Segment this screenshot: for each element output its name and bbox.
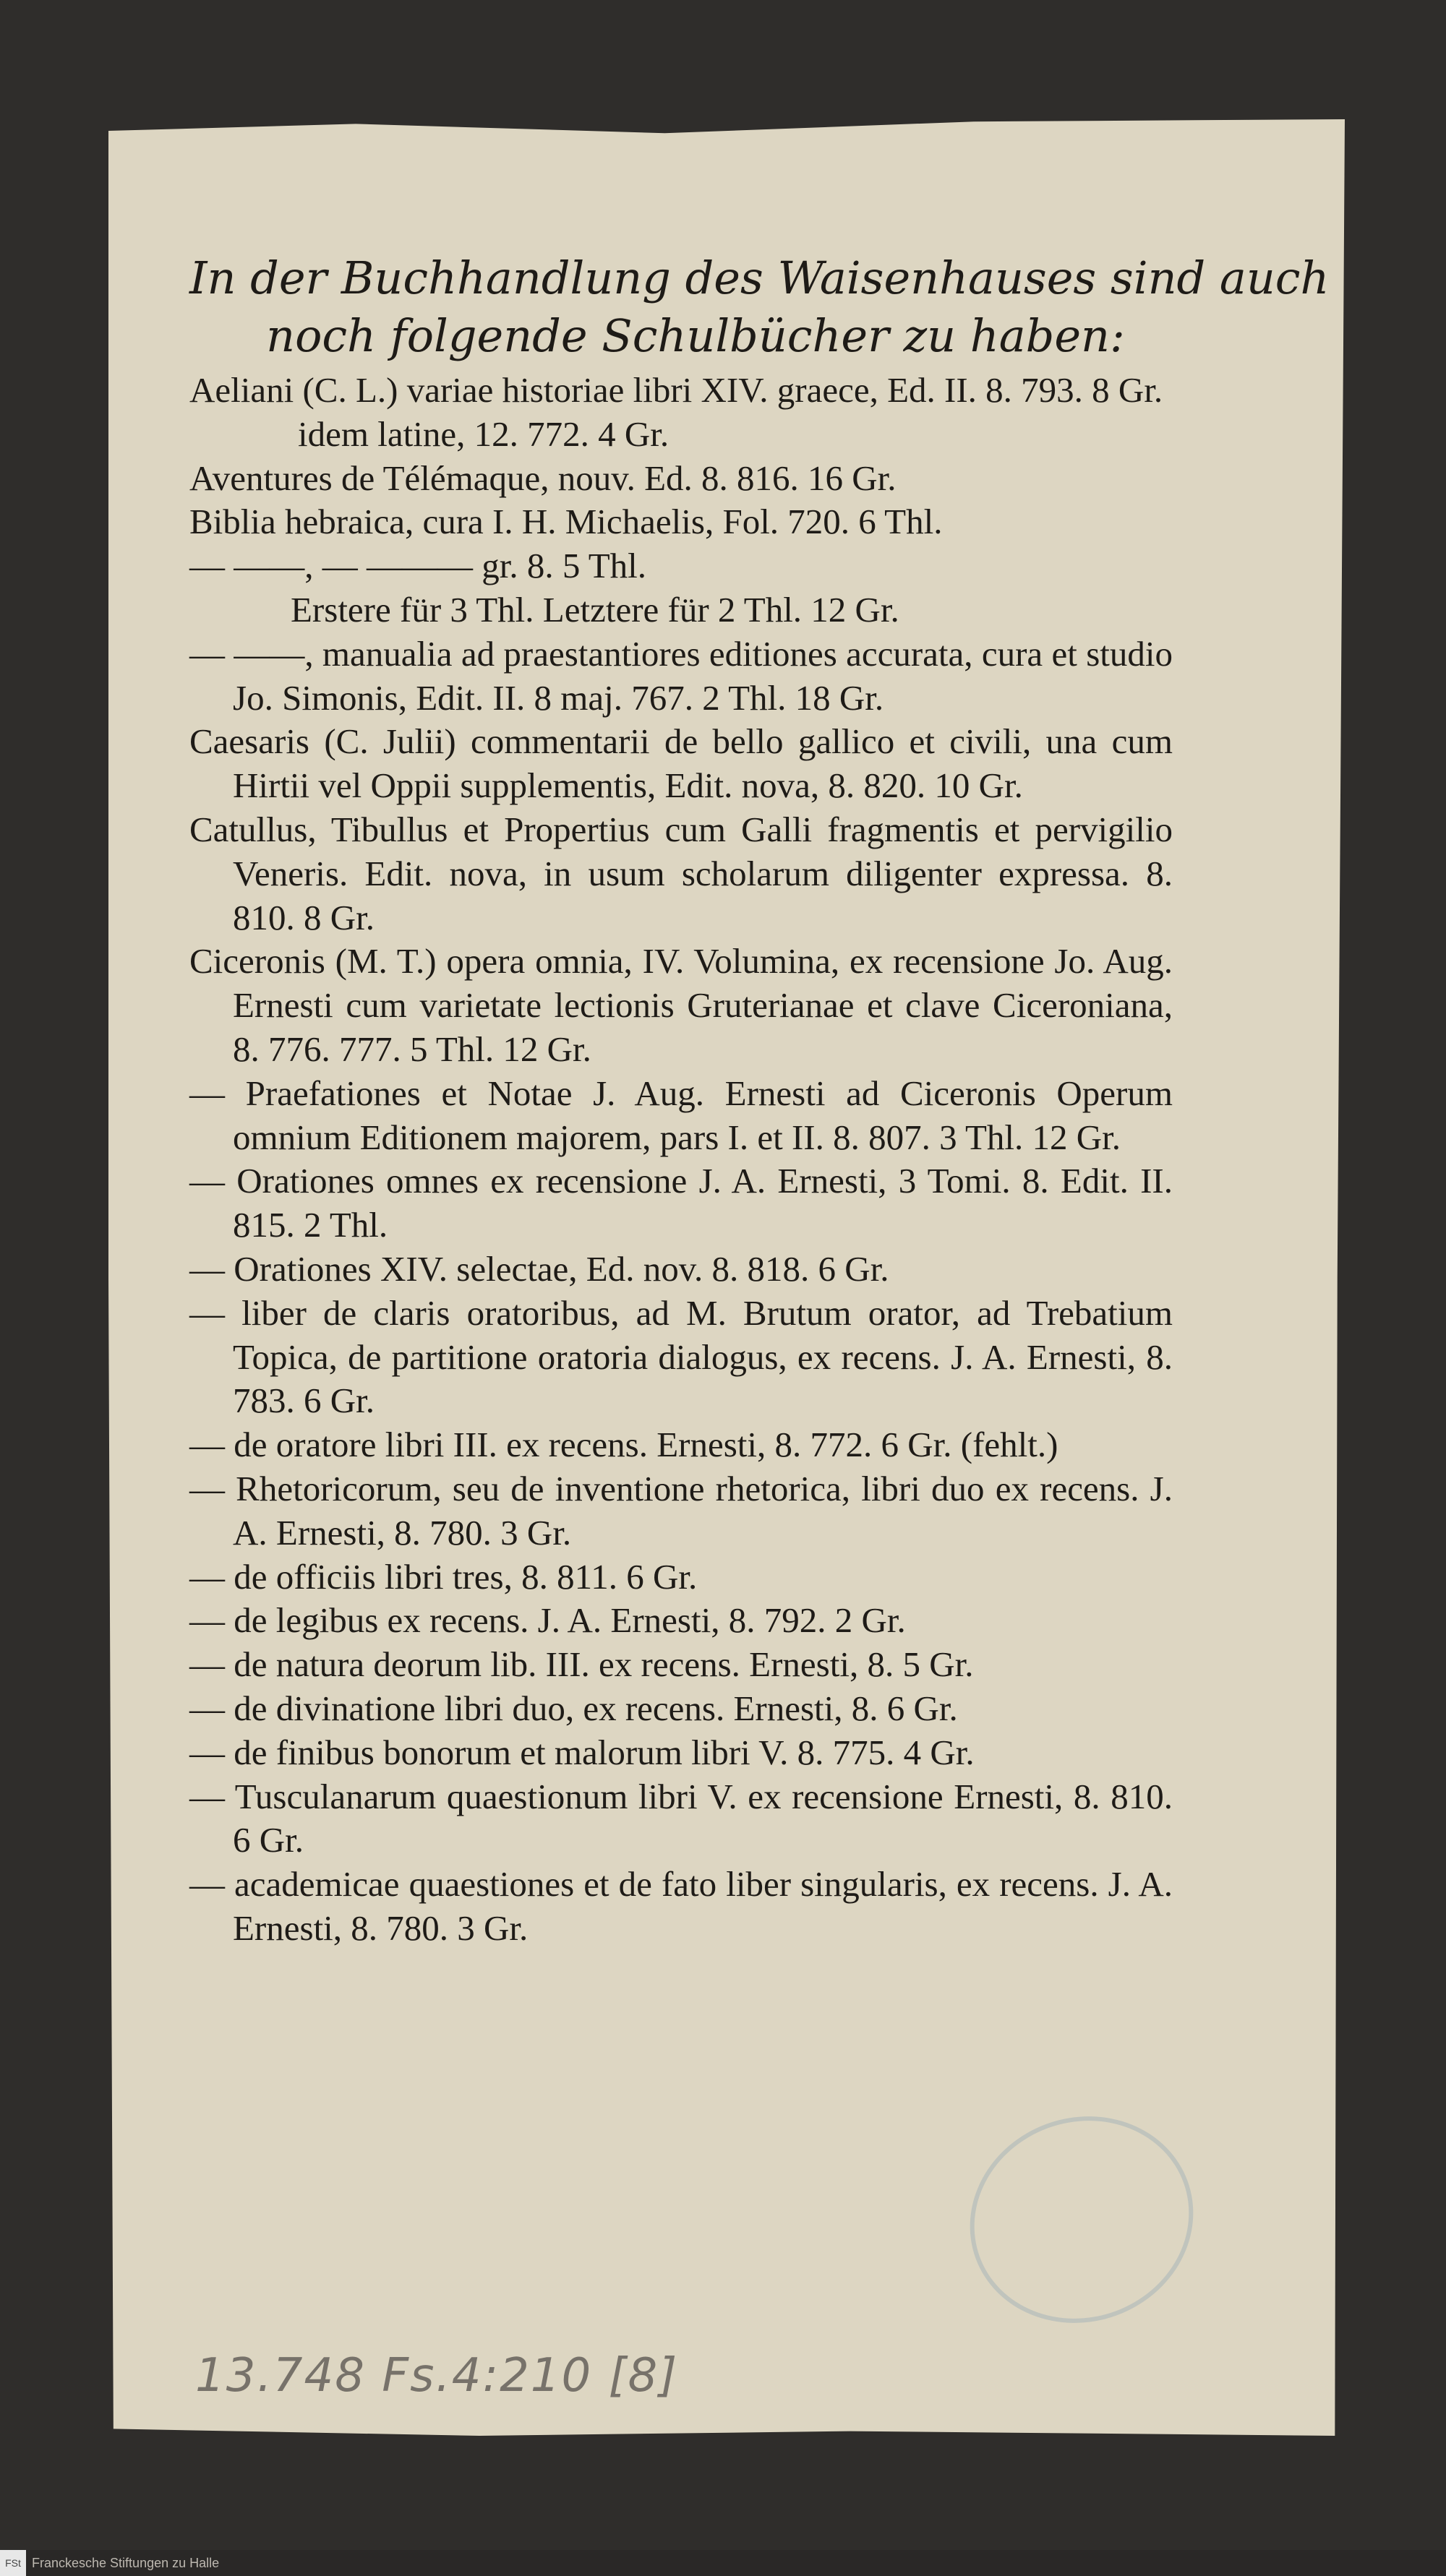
- book-entry: — ——, manualia ad praestantiores editiones accurata, cura et studio Jo. Simonis, Edit. II. 8 maj. 767. 2 Thl. 18 Gr.: [189, 633, 1173, 718]
- book-entry: — de natura deorum lib. III. ex recens. Ernesti, 8. 5 Gr.: [189, 1644, 974, 1685]
- page-heading: [189, 249, 1330, 365]
- book-entry: — Orationes omnes ex recensione J. A. Ernesti, 3 Tomi. 8. Edit. II. 815. 2 Thl.: [189, 1161, 1173, 1245]
- book-entry: — de oratore libri III. ex recens. Ernesti, 8. 772. 6 Gr. (fehlt.): [189, 1425, 1058, 1465]
- book-entry: Aeliani (C. L.) variae historiae libri XIV. graece, Ed. II. 8. 793. 8 Gr.: [189, 370, 1163, 410]
- book-entry: — ——, — ——— gr. 8. 5 Thl.: [189, 546, 647, 586]
- footer-bar: [0, 2550, 1446, 2576]
- book-entry: idem latine, 12. 772. 4 Gr.: [298, 413, 669, 454]
- book-entry: — de divinatione libri duo, ex recens. Ernesti, 8. 6 Gr.: [189, 1688, 958, 1728]
- book-list: [189, 369, 1173, 1951]
- heading-line-2: noch folgende Schulbücher zu haben:: [266, 309, 1125, 362]
- book-entry: Catullus, Tibullus et Propertius cum Galli fragmentis et pervigilio Veneris. Edit. nova, in usum scholarum diligenter expressa. 8. 810. 8 Gr.: [189, 809, 1173, 937]
- book-entry: — de officiis libri tres, 8. 811. 6 Gr.: [189, 1556, 698, 1597]
- book-entry: — de finibus bonorum et malorum libri V. 8. 775. 4 Gr.: [189, 1732, 975, 1772]
- book-entry: — Orationes XIV. selectae, Ed. nov. 8. 818. 6 Gr.: [189, 1248, 889, 1289]
- heading-line-1: In der Buchhandlung des Waisenhauses sind auch: [189, 252, 1330, 304]
- pencil-shelfmark: 13.748 Fs.4:210 [8]: [195, 2349, 679, 2403]
- book-entry: — Praefationes et Notae J. Aug. Ernesti ad Ciceronis Operum omnium Editionem majorem, pars I. et II. 8. 807. 3 Thl. 12 Gr.: [189, 1073, 1173, 1157]
- book-entry: Erstere für 3 Thl. Letztere für 2 Thl. 12 Gr.: [291, 589, 899, 630]
- book-entry: Aventures de Télémaque, nouv. Ed. 8. 816. 16 Gr.: [189, 458, 897, 498]
- book-entry: Biblia hebraica, cura I. H. Michaelis, Fol. 720. 6 Thl.: [189, 502, 943, 542]
- book-entry: — academicae quaestiones et de fato liber singularis, ex recens. J. A. Ernesti, 8. 780. 3 Gr.: [189, 1864, 1173, 1948]
- footer-credit: Franckesche Stiftungen zu Halle: [32, 2555, 220, 2570]
- book-entry: — de legibus ex recens. J. A. Ernesti, 8. 792. 2 Gr.: [189, 1600, 906, 1641]
- book-entry: Caesaris (C. Julii) commentarii de bello gallico et civili, una cum Hirtii vel Oppii supplementis, Edit. nova, 8. 820. 10 Gr.: [189, 721, 1173, 806]
- book-entry: — Tusculanarum quaestionum libri V. ex recensione Ernesti, 8. 810. 6 Gr.: [189, 1776, 1173, 1860]
- book-entry: — Rhetoricorum, seu de inventione rhetorica, libri duo ex recens. J. A. Ernesti, 8. 780. 3 Gr.: [189, 1468, 1173, 1553]
- book-entry: — liber de claris oratoribus, ad M. Brutum orator, ad Trebatium Topica, de partitione oratoria dialogus, ex recens. J. A. Ernesti, 8. 783. 6 Gr.: [189, 1292, 1173, 1421]
- book-entry: Ciceronis (M. T.) opera omnia, IV. Volumina, ex recensione Jo. Aug. Ernesti cum varietate lectionis Gruterianae et clave Ciceroniana, 8. 776. 777. 5 Thl. 12 Gr.: [189, 941, 1173, 1069]
- institution-logo: FSt: [0, 2550, 26, 2576]
